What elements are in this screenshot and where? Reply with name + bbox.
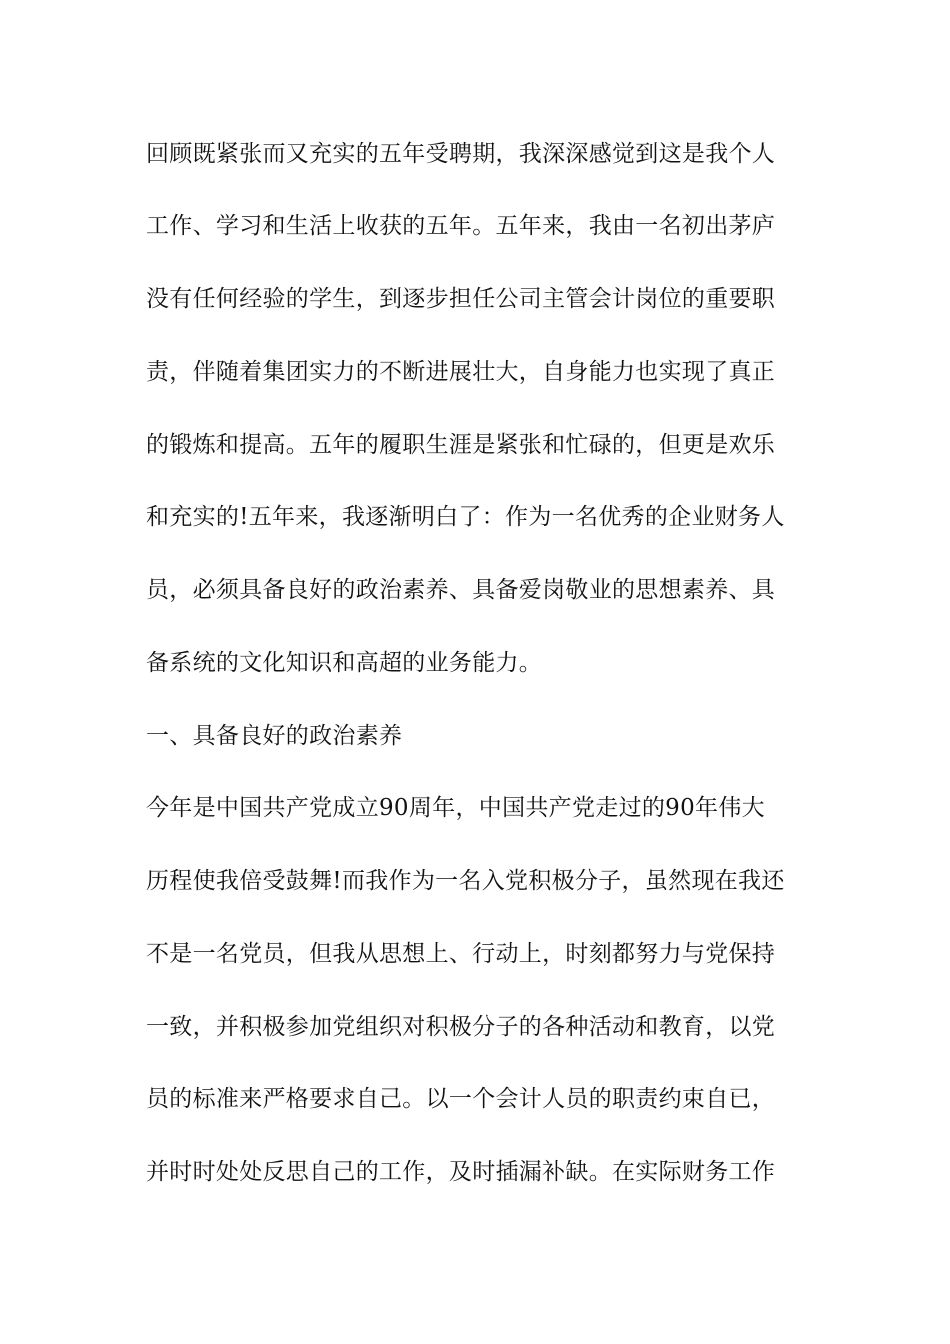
text-line-14: 员的标准来严格要求自己。以一个会计人员的职责约束自已，	[146, 1086, 776, 1112]
text-line-7: 员，必须具备良好的政治素养、具备爱岗敬业的思想素养、具	[146, 577, 776, 603]
text-line-5: 的锻炼和提高。五年的履职生涯是紧张和忙碌的，但更是欢乐	[146, 432, 776, 458]
text-line-3: 没有任何经验的学生，到逐步担任公司主管会计岗位的重要职	[146, 286, 776, 312]
text-line-6: 和充实的!五年来，我逐渐明白了：作为一名优秀的企业财务人	[146, 504, 785, 530]
text-line-8: 备系统的文化知识和高超的业务能力。	[146, 650, 543, 676]
section-heading: 一、具备良好的政治素养	[146, 723, 403, 749]
text-line-15: 并时时处处反思自己的工作，及时插漏补缺。在实际财务工作	[146, 1159, 776, 1185]
text-line-13: 一致，并积极参加党组织对积极分子的各种活动和教育，以党	[146, 1014, 776, 1040]
text-line-12: 不是一名党员，但我从思想上、行动上，时刻都努力与党保持	[146, 941, 776, 967]
text-line-11: 历程使我倍受鼓舞!而我作为一名入党积极分子，虽然现在我还	[146, 868, 785, 894]
text-line-10: 今年是中国共产党成立90周年，中国共产党走过的90年伟大	[146, 795, 765, 821]
text-line-2: 工作、学习和生活上收获的五年。五年来，我由一名初出茅庐	[146, 213, 776, 239]
text-line-1: 回顾既紧张而又充实的五年受聘期，我深深感觉到这是我个人	[146, 141, 776, 167]
text-line-4: 责，伴随着集团实力的不断进展壮大，自身能力也实现了真正	[146, 359, 776, 385]
